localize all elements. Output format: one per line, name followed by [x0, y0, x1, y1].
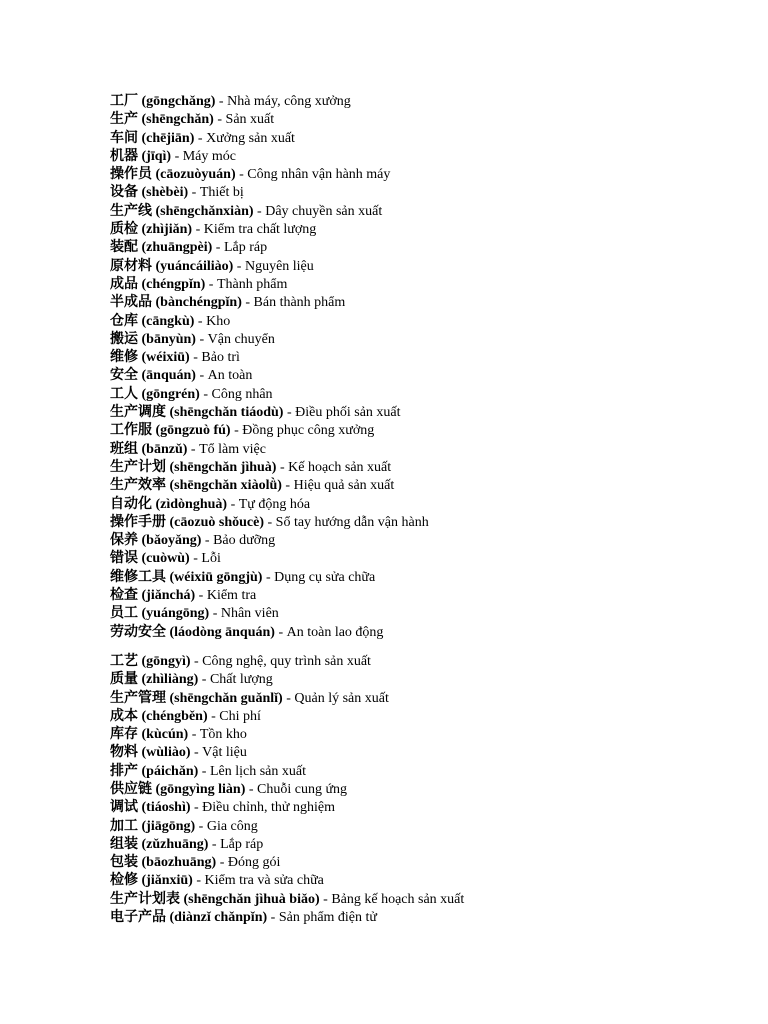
vocab-dash: - [190, 653, 203, 669]
vocab-dash: - [212, 240, 224, 256]
vocab-dash: - [201, 533, 214, 549]
vocab-hanzi: 操作员 [110, 167, 152, 183]
vocab-meaning: Kiểm tra chất lượng [203, 222, 317, 238]
vocab-hanzi: 生产计划表 [110, 891, 180, 907]
vocab-pinyin: (shēngchǎn jìhuà) [169, 459, 277, 475]
vocab-hanzi: 维修工具 [110, 569, 166, 585]
vocab-dash: - [188, 727, 200, 743]
vocab-pinyin: (yuángōng) [141, 606, 210, 622]
vocab-meaning: Kiểm tra và sửa chữa [204, 873, 324, 889]
vocab-meaning: Nhà máy, công xưởng [227, 94, 351, 109]
vocab-entry [110, 130, 750, 148]
vocab-hanzi: 组装 [110, 836, 138, 852]
vocab-pinyin: (wéixiū gōngjù) [169, 569, 263, 585]
vocab-dash: - [188, 185, 200, 201]
vocab-dash: - [207, 708, 220, 724]
vocab-meaning: Bán thành phẩm [253, 295, 346, 311]
vocab-entry [110, 569, 750, 587]
vocab-hanzi: 班组 [110, 441, 138, 457]
vocab-entry [110, 671, 750, 689]
vocab-entry [110, 799, 750, 817]
vocab-hanzi: 搬运 [110, 331, 138, 347]
vocab-dash: - [233, 258, 245, 274]
vocab-hanzi: 装配 [110, 240, 138, 256]
vocab-hanzi: 车间 [110, 130, 138, 146]
vocab-meaning: Vận chuyển [207, 331, 275, 347]
vocab-entry [110, 818, 750, 836]
vocab-meaning: Xưởng sản xuất [206, 130, 295, 146]
vocab-hanzi: 自动化 [110, 496, 152, 512]
vocab-pinyin: (gōngyìng liàn) [155, 781, 246, 797]
vocab-meaning: Lắp ráp [223, 240, 268, 256]
vocab-hanzi: 检查 [110, 588, 138, 604]
vocab-meaning: Bảng kế hoạch sản xuất [331, 891, 465, 907]
vocab-meaning: Lên lịch sản xuất [209, 763, 306, 779]
vocab-pinyin: (cuòwù) [141, 551, 190, 567]
vocab-entry [110, 550, 750, 568]
vocab-hanzi: 调试 [110, 800, 138, 816]
vocab-pinyin: (shēngchǎnxiàn) [155, 203, 254, 219]
vocab-hanzi: 劳动安全 [110, 624, 166, 640]
vocab-entry [110, 367, 750, 385]
vocab-entry [110, 587, 750, 605]
vocab-hanzi: 检修 [110, 873, 138, 889]
vocab-meaning: Đồng phục công xưởng [242, 423, 375, 439]
vocab-pinyin: (chējiān) [141, 130, 195, 146]
vocab-entry [110, 404, 750, 422]
vocab-hanzi: 库存 [110, 727, 138, 743]
vocab-hanzi: 工作服 [110, 423, 152, 439]
vocab-dash: - [283, 405, 296, 421]
vocab-hanzi: 成本 [110, 708, 138, 724]
vocab-pinyin: (bānzǔ) [141, 441, 188, 457]
vocab-pinyin: (tiáoshì) [141, 800, 191, 816]
vocab-dash: - [195, 818, 207, 834]
vocab-meaning: Chất lượng [209, 672, 273, 688]
vocab-hanzi: 员工 [110, 606, 138, 622]
vocab-meaning: Kế hoạch sản xuất [288, 459, 392, 475]
vocab-pinyin: (zǔzhuāng) [141, 836, 209, 852]
vocab-dash: - [192, 222, 204, 238]
vocab-meaning: Kho [206, 313, 231, 329]
vocab-pinyin: (bànchéngpǐn) [155, 295, 242, 311]
vocab-meaning: Sổ tay hướng dẫn vận hành [275, 514, 429, 530]
vocab-dash: - [216, 855, 228, 871]
vocab-entry [110, 111, 750, 129]
vocab-hanzi: 电子产品 [110, 910, 166, 926]
vocab-pinyin: (yuáncáiliào) [155, 258, 234, 274]
vocab-meaning: An toàn lao động [286, 624, 384, 640]
vocab-pinyin: (cāozuòyuán) [155, 167, 236, 183]
vocab-dash: - [213, 112, 226, 128]
vocab-pinyin: (gōngzuò fú) [155, 423, 231, 439]
vocab-pinyin: (láodòng ānquán) [169, 624, 275, 640]
vocab-dash: - [274, 624, 287, 640]
vocab-meaning: Nhân viên [220, 606, 279, 622]
vocab-hanzi: 仓库 [110, 313, 138, 329]
vocab-pinyin: (zhìjiǎn) [141, 222, 193, 238]
vocab-entry [110, 514, 750, 532]
vocabulary-section-1 [110, 93, 750, 642]
vocab-entry [110, 872, 750, 890]
vocab-hanzi: 半成品 [110, 295, 152, 311]
vocab-dash: - [319, 891, 332, 907]
vocab-meaning: Nguyên liệu [244, 258, 314, 274]
vocab-dash: - [192, 873, 205, 889]
vocab-pinyin: (chéngpǐn) [141, 276, 206, 292]
vocab-meaning: Bảo trì [201, 350, 240, 366]
vocab-meaning: Hiệu quả sản xuất [293, 478, 395, 494]
vocab-meaning: Chuỗi cung ứng [257, 781, 348, 797]
vocab-entry [110, 781, 750, 799]
vocab-hanzi: 原材料 [110, 258, 152, 274]
vocab-dash: - [281, 478, 294, 494]
vocab-entry [110, 763, 750, 781]
vocab-entry [110, 203, 750, 221]
vocab-entry [110, 276, 750, 294]
vocab-hanzi: 生产效率 [110, 478, 166, 494]
vocab-hanzi: 工艺 [110, 653, 138, 669]
vocab-entry [110, 854, 750, 872]
vocab-hanzi: 操作手册 [110, 514, 166, 530]
vocab-entry [110, 166, 750, 184]
vocab-pinyin: (bǎoyǎng) [141, 533, 202, 549]
vocab-entry [110, 708, 750, 726]
vocab-meaning: Bảo dưỡng [213, 533, 276, 549]
vocab-meaning: Tồn kho [199, 727, 247, 743]
vocab-pinyin: (shēngchǎn guǎnlǐ) [169, 690, 283, 706]
vocab-hanzi: 生产管理 [110, 690, 166, 706]
vocab-hanzi: 质量 [110, 672, 138, 688]
vocab-dash: - [199, 386, 212, 402]
vocab-dash: - [241, 295, 254, 311]
vocab-meaning: Công nhân vận hành máy [247, 167, 391, 183]
vocab-pinyin: (shèbèi) [141, 185, 189, 201]
vocab-pinyin: (gōngchǎng) [141, 94, 216, 109]
vocab-hanzi: 维修 [110, 350, 138, 366]
vocab-pinyin: (shēngchǎn) [141, 112, 214, 128]
vocab-dash: - [195, 588, 207, 604]
vocab-meaning: Tổ làm việc [199, 441, 266, 457]
vocab-hanzi: 设备 [110, 185, 138, 201]
vocab-dash: - [276, 459, 289, 475]
vocab-pinyin: (wùliào) [141, 745, 191, 761]
vocab-entry [110, 624, 750, 642]
vocab-hanzi: 包装 [110, 855, 138, 871]
vocab-entry [110, 496, 750, 514]
vocab-meaning: Công nghệ, quy trình sản xuất [202, 653, 371, 669]
vocab-meaning: Lỗi [201, 551, 221, 567]
vocab-hanzi: 生产线 [110, 203, 152, 219]
vocab-hanzi: 生产调度 [110, 405, 166, 421]
vocab-dash: - [245, 781, 258, 797]
vocab-dash: - [187, 441, 200, 457]
vocab-entry [110, 386, 750, 404]
vocab-entry [110, 690, 750, 708]
vocab-pinyin: (jiǎnxiū) [141, 873, 193, 889]
vocab-meaning: Máy móc [182, 148, 236, 164]
vocab-entry [110, 239, 750, 257]
vocab-pinyin: (diànzǐ chǎnpǐn) [169, 910, 268, 926]
vocab-entry [110, 477, 750, 495]
vocab-dash: - [205, 276, 217, 292]
vocab-meaning: Dây chuyền sản xuất [265, 203, 383, 219]
vocab-meaning: Công nhân [211, 386, 273, 402]
vocab-entry [110, 909, 750, 927]
vocab-meaning: Thiết bị [199, 185, 244, 201]
vocab-entry [110, 294, 750, 312]
vocab-meaning: Dụng cụ sửa chữa [274, 569, 376, 585]
vocab-entry [110, 331, 750, 349]
vocab-hanzi: 加工 [110, 818, 138, 834]
vocab-entry [110, 459, 750, 477]
vocab-hanzi: 保养 [110, 533, 138, 549]
vocab-pinyin: (cāngkù) [141, 313, 195, 329]
vocab-pinyin: (kùcún) [141, 727, 189, 743]
vocab-hanzi: 质检 [110, 222, 138, 238]
vocab-pinyin: (shēngchǎn tiáodù) [169, 405, 284, 421]
vocab-hanzi: 排产 [110, 763, 138, 779]
vocab-hanzi: 错误 [110, 551, 138, 567]
vocabulary-document [110, 93, 750, 927]
vocab-dash: - [208, 836, 221, 852]
vocab-hanzi: 物料 [110, 745, 138, 761]
vocab-pinyin: (shēngchǎn jìhuà biǎo) [183, 891, 320, 907]
vocab-entry [110, 441, 750, 459]
vocab-meaning: Điều chỉnh, thử nghiệm [202, 800, 335, 816]
vocab-dash: - [195, 368, 208, 384]
section-gap [110, 642, 750, 653]
vocab-entry [110, 221, 750, 239]
vocab-hanzi: 生产 [110, 112, 138, 128]
vocab-pinyin: (chéngběn) [141, 708, 208, 724]
vocab-pinyin: (gōngrén) [141, 386, 200, 402]
vocab-entry [110, 891, 750, 909]
vocab-dash: - [262, 569, 275, 585]
vocab-pinyin: (gōngyì) [141, 653, 191, 669]
vocab-hanzi: 机器 [110, 148, 138, 164]
vocab-meaning: Điều phối sản xuất [295, 405, 401, 421]
vocab-dash: - [235, 167, 248, 183]
vocab-entry [110, 422, 750, 440]
vocab-dash: - [215, 94, 228, 109]
vocab-entry [110, 313, 750, 331]
vocab-hanzi: 工人 [110, 386, 138, 402]
vocab-hanzi: 安全 [110, 368, 138, 384]
vocab-dash: - [282, 690, 295, 706]
vocab-pinyin: (shēngchǎn xiàolǜ) [169, 478, 282, 494]
vocab-dash: - [267, 910, 279, 926]
vocab-dash: - [171, 148, 183, 164]
vocab-entry [110, 148, 750, 166]
vocab-dash: - [227, 496, 239, 512]
vocab-pinyin: (zhuāngpèi) [141, 240, 213, 256]
vocab-pinyin: (bānyùn) [141, 331, 196, 347]
vocab-dash: - [189, 551, 202, 567]
vocab-entry [110, 93, 750, 111]
vocab-dash: - [190, 745, 203, 761]
vocab-meaning: Lắp ráp [220, 836, 264, 852]
vocab-meaning: Sản phẩm điện tử [278, 910, 377, 926]
vocab-entry [110, 532, 750, 550]
vocab-meaning: Quản lý sản xuất [294, 690, 389, 706]
vocab-meaning: Kiểm tra [206, 588, 257, 604]
vocab-meaning: Đóng gói [227, 855, 281, 871]
vocab-dash: - [195, 331, 208, 347]
vocab-entry [110, 605, 750, 623]
vocab-dash: - [209, 606, 221, 622]
vocab-pinyin: (jīqì) [141, 148, 172, 164]
vocab-pinyin: (zìdònghuà) [155, 496, 228, 512]
vocab-pinyin: (cāozuò shǒucè) [169, 514, 264, 530]
vocab-dash: - [198, 672, 210, 688]
vocab-dash: - [190, 800, 203, 816]
vocab-meaning: Gia công [206, 818, 258, 834]
vocab-pinyin: (zhìliàng) [141, 672, 199, 688]
vocab-dash: - [230, 423, 243, 439]
vocab-entry [110, 836, 750, 854]
vocab-meaning: Chi phí [219, 708, 261, 724]
vocab-entry [110, 349, 750, 367]
vocab-entry [110, 258, 750, 276]
vocab-meaning: Tự động hóa [238, 496, 311, 512]
vocab-entry [110, 726, 750, 744]
vocab-pinyin: (bāozhuāng) [141, 855, 217, 871]
vocab-dash: - [194, 130, 207, 146]
vocab-entry [110, 184, 750, 202]
vocab-dash: - [189, 350, 202, 366]
vocab-pinyin: (páichǎn) [141, 763, 199, 779]
vocab-hanzi: 工厂 [110, 94, 138, 109]
vocab-meaning: Vật liệu [202, 745, 247, 761]
vocab-meaning: An toàn [207, 368, 253, 384]
vocab-dash: - [264, 514, 276, 530]
vocab-meaning: Sản xuất [225, 112, 275, 128]
vocab-dash: - [194, 313, 207, 329]
vocab-dash: - [253, 203, 266, 219]
vocab-hanzi: 生产计划 [110, 459, 166, 475]
vocab-hanzi: 供应链 [110, 781, 152, 797]
vocab-entry [110, 653, 750, 671]
vocab-pinyin: (ānquán) [141, 368, 196, 384]
vocabulary-section-2 [110, 653, 750, 927]
vocab-dash: - [198, 763, 210, 779]
vocab-pinyin: (jiǎnchá) [141, 588, 196, 604]
vocab-hanzi: 成品 [110, 276, 138, 292]
vocab-meaning: Thành phẩm [216, 276, 288, 292]
vocab-pinyin: (wéixiū) [141, 350, 190, 366]
vocab-entry [110, 744, 750, 762]
vocab-pinyin: (jiāgōng) [141, 818, 196, 834]
